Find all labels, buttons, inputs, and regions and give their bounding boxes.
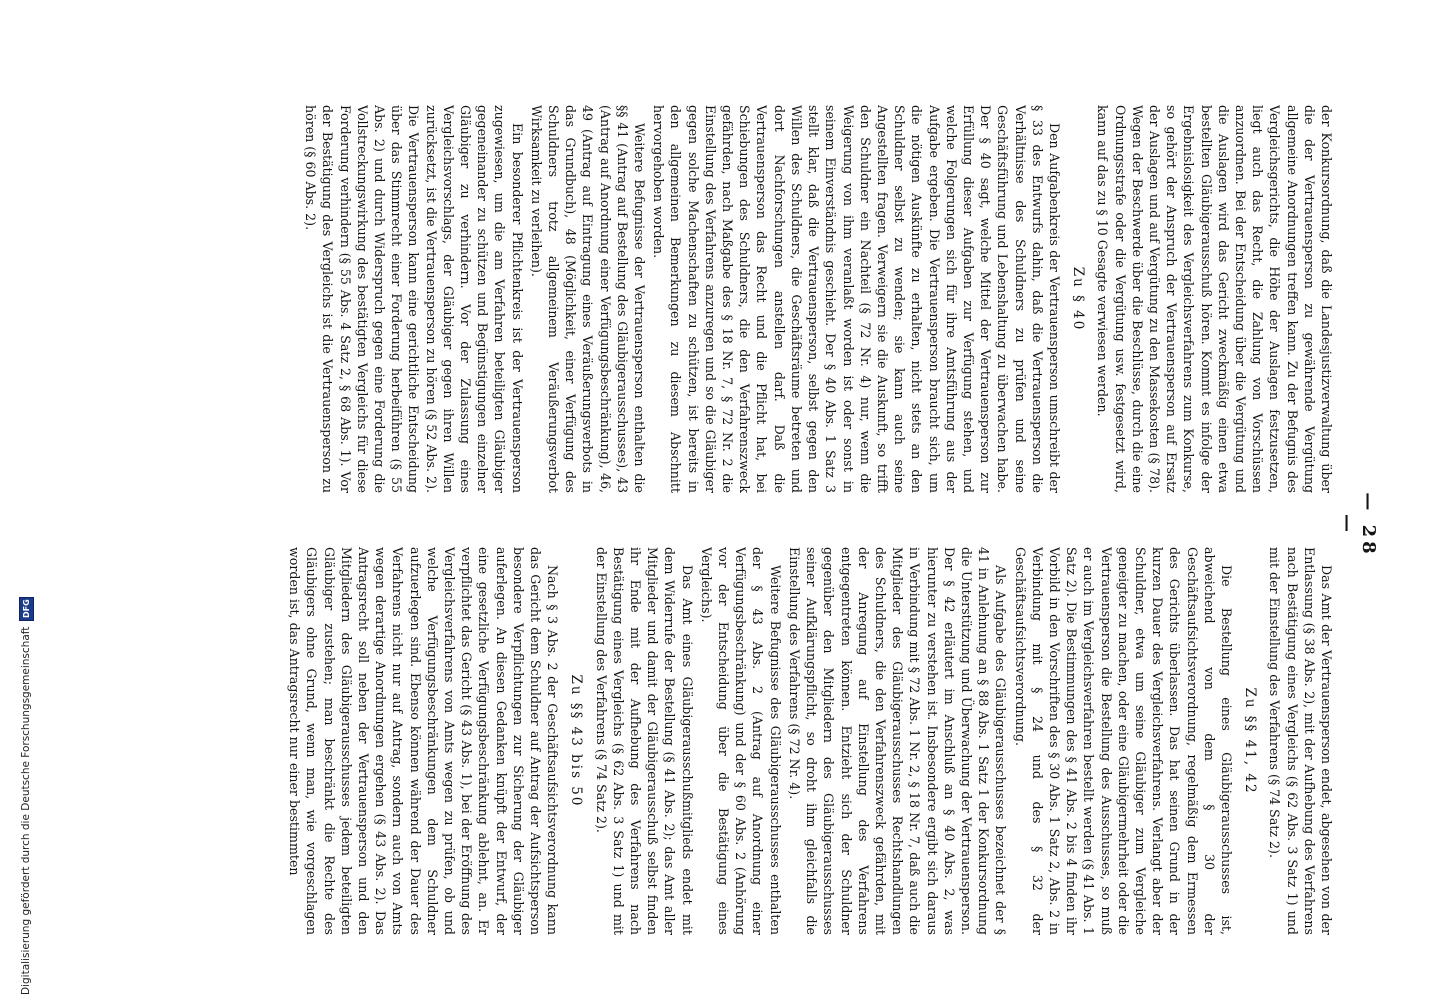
paragraph: Nach § 3 Abs. 2 der Geschäftsaufsichtsverordnung kann das Gericht dem Schuldner auf Antrag der Aufsichtsperson besondere Verpflichtungen zur Sicherung der Gläubiger auferlegen. An diesen Gedanken knüpft der Entwurf, der eine gesetzliche Verfügungsbeschränkung ablehnt, an. Er verpflichtet das Gericht (§ 43 Abs. 1), bei der Eröffnung des Vergleichsverfahrens von Amts wegen zu prüfen, ob und welche Verfügungsbeschränkungen dem Schuldner aufzuerlegen sind. Ebenso können während der Dauer des Verfahrens nicht nur auf Antrag, sondern auch von Amts wegen derartige Anordnungen ergehen (§ 43 Abs. 2). Das Antragsrecht soll neben der Vertrauensperson und den Mitgliedern des Gläubigerausschusses jedem beteiligten Gläubiger zustehen; man beschränkt die Rechte des Gläubigers ohne Grund, wenn man, wie vorgeschlagen worden ist, das Antragsrecht nur einer bestimmten [287,547,561,935]
paragraph: Das Amt der Vertrauensperson endet, abgesehen von der Entlassung (§ 38 Abs. 2), mit der Aufhebung des Verfahrens nach Bestätigung eines Vergleichs (§ 62 Abs. 3 Satz 1) und mit der Einstellung des Verfahrens (§ 74 Satz 2). [1267,547,1334,935]
text-column-left [155,105,1335,493]
section-heading: Zu §§ 41, 42 [1242,687,1259,795]
paragraph: Weitere Befugnisse der Vertrauensperson enthalten die §§ 41 (Antrag auf Bestellung des Gläubigerausschusses), 43 (Antrag auf Anordnung einer Verfügungsbeschränkung), 46, 49 (Antrag auf Eintragung eines Veräußerungsverbots in das Grundbuch), 48 (Möglichkeit, einer Verfügung des Schuldners trotz allgemeinem Veräußerungsverbot Wirksamkeit zu verleihen). [528,105,648,493]
digitization-credit [17,5,35,995]
text-column-right [155,547,1335,935]
paragraph: Als Aufgabe des Gläubigerausschusses bezeichnet der § 41 in Anlehnung an § 88 Abs. 1 Satz 1 der Konkursordnung die Unterstützung und Überwachung der Vertrauensperson. Der § 42 erläutert im Anschluß an § 40 Abs. 2, was hierunter zu verstehen ist. Insbesondere ergibt sich daraus in Verbindung mit § 72 Abs. 1 Nr. 2, § 18 Nr. 7, daß auch die Mitglieder des Gläubigerausschusses Rechtshandlungen des Schuldners, die den Verfahrenszweck gefährden, mit der Anregung auf Einstellung des Verfahrens entgegentreten können. Entzieht sich der Schuldner gegenüber den Mitgliedern des Gläubigerausschusses seiner Aufklärungspflicht, so droht ihm gleichfalls die Einstellung des Verfahrens (§ 72 Nr. 4). [786,547,1009,935]
paragraph: Das Amt eines Gläubigerausschußmitglieds endet mit dem Widerrufe der Bestellung (§ 41 Abs. 2); das Amt aller Mitglieder und damit der Gläubigerausschuß selbst finden ihr Ende mit der Aufhebung des Verfahrens nach Bestätigung eines Vergleichs (§ 62 Abs. 3 Satz 1) und mit der Einstellung des Verfahrens (§ 74 Satz 2). [593,547,695,935]
paragraph: Die Bestellung eines Gläubigerausschusses ist, abweichend von dem § 30 der Geschäftsaufsichtsverordnung, regelmäßig dem Ermessen des Gerichts überlassen. Das hat seinen Grund in der kurzen Dauer des Vergleichsverfahrens. Verlangt aber der Schuldner, etwa um seine Gläubiger zum Vergleiche geneigter zu machen, oder eine Gläubigermehrheit oder die Vertrauensperson die Bestellung des Ausschusses, so muß er auch im Vergleichsverfahren bestellt werden (§ 41 Abs. 1 Satz 2). Die Bestimmungen des § 41 Abs. 2 bis 4 finden ihr Vorbild in den Vorschriften des § 30 Abs. 1 Satz 2, Abs. 2 in Verbindung mit § 24 und des § 32 der Geschäftsaufsichtsverordnung. [1012,547,1234,935]
section-heading: Zu §§ 43 bis 50 [568,674,585,808]
page-number: — 28 — [1337,492,1379,558]
paragraph: Den Aufgabenkreis der Vertrauensperson umschreibt der § 33 des Entwurfs dahin, daß die Vertrauensperson die Verhältnisse des Schuldners zu prüfen und seine Geschäftsführung und Lebenshaltung zu überwachen habe. Der § 40 sagt, welche Mittel der Vertrauensperson zur Erfüllung dieser Aufgaben zur Verfügung stehen, und welche Folgerungen sich für ihre Amtsführung aus der Aufgabe ergeben. Die Vertrauensperson braucht sich, um die nötigen Auskünfte zu erhalten, nicht stets an den Schuldner selbst zu wenden; sie kann auch seine Angestellten fragen. Verweigern sie die Auskunft, so trifft den Schuldner ein Nachteil (§ 72 Nr. 4) nur, wenn die Weigerung von ihm veranlaßt worden ist oder sonst in seinem Einverständnis geschieht. Der § 40 Abs. 1 Satz 3 stellt klar, daß die Vertrauensperson, selbst gegen den Willen des Schuldners, die Geschäftsräume betreten und dort Nachforschungen anstellen darf. Daß die Vertrauensperson das Recht und die Pflicht hat, bei Schiebungen des Schuldners, die den Verfahrenszweck gefährden, nach Maßgabe des § 18 Nr. 7, § 72 Nr. 2 die Einstellung des Verfahrens anzuregen und so die Gläubiger gegen solche Machenschaften zu schützen, ist bereits in den allgemeinen Bemerkungen zu diesem Abschnitt hervorgehoben worden. [651,105,1062,493]
paragraph: Weitere Befugnisse des Gläubigerausschusses enthalten der § 43 Abs. 2 (Antrag auf Anordnung einer Verfügungsbeschränkung) und der § 60 Abs. 2 (Anhörung vor der Entscheidung über die Bestätigung eines Vergleichs). [698,547,783,935]
paragraph: der Konkursordnung, daß die Landesjustizverwaltung über die der Vertrauensperson zu gewährende Vergütung allgemeine Anordnungen treffen kann. Zu der Befugnis des Vergleichsgerichts, die Höhe der Auslagen festzusetzen, liegt auch das Recht, die Zahlung von Vorschüssen anzuordnen. Bei der Entscheidung über die Vergütung und die Auslagen wird das Gericht zweckmäßig einen etwa bestellten Gläubigerausschuß hören. Kommt es infolge der Ergebnislosigkeit des Vergleichsverfahrens zum Konkurse, so gehört der Anspruch der Vertrauensperson auf Ersatz der Auslagen und auf Vergütung zu den Massekosten (§ 78). Wegen der Beschwerde über die Beschlüsse, durch die eine Ordnungsstrafe oder die Vergütung usw. festgesetzt wird, kann auf das zu § 10 Gesagte verwiesen werden. [1095,105,1334,493]
dfg-logo-icon: DFG [19,597,34,621]
section-heading: Zu § 40 [1070,266,1087,332]
paragraph: Ein besonderer Pflichtenkreis ist der Vertrauensperson zugewiesen, um die am Verfahren beteiligten Gläubiger gegeneinander zu schützen und Begünstigungen einzelner Gläubiger zu verhindern. Vor der Zulassung eines Vergleichsvorschlags, der Gläubiger gegen ihren Willen zurücksetzt, ist die Vertrauensperson zu hören (§ 52 Abs. 2). Die Vertrauensperson kann eine gerichtliche Entscheidung über das Stimmrecht einer Forderung herbeiführen (§ 55 Abs. 2) und durch Widerspruch gegen eine Forderung die Vollstreckungswirkung des bestätigten Vergleichs für diese Forderung verhindern (§ 55 Abs. 4 Satz 2, § 68 Abs. 1). Vor der Bestätigung des Vergleichs ist die Vertrauensperson zu hören (§ 60 Abs. 2). [303,105,525,493]
document-page [105,95,1379,955]
footer-text: Digitalisierung gefördert durch die Deutsche Forschungsgemeinschaft [20,626,32,995]
